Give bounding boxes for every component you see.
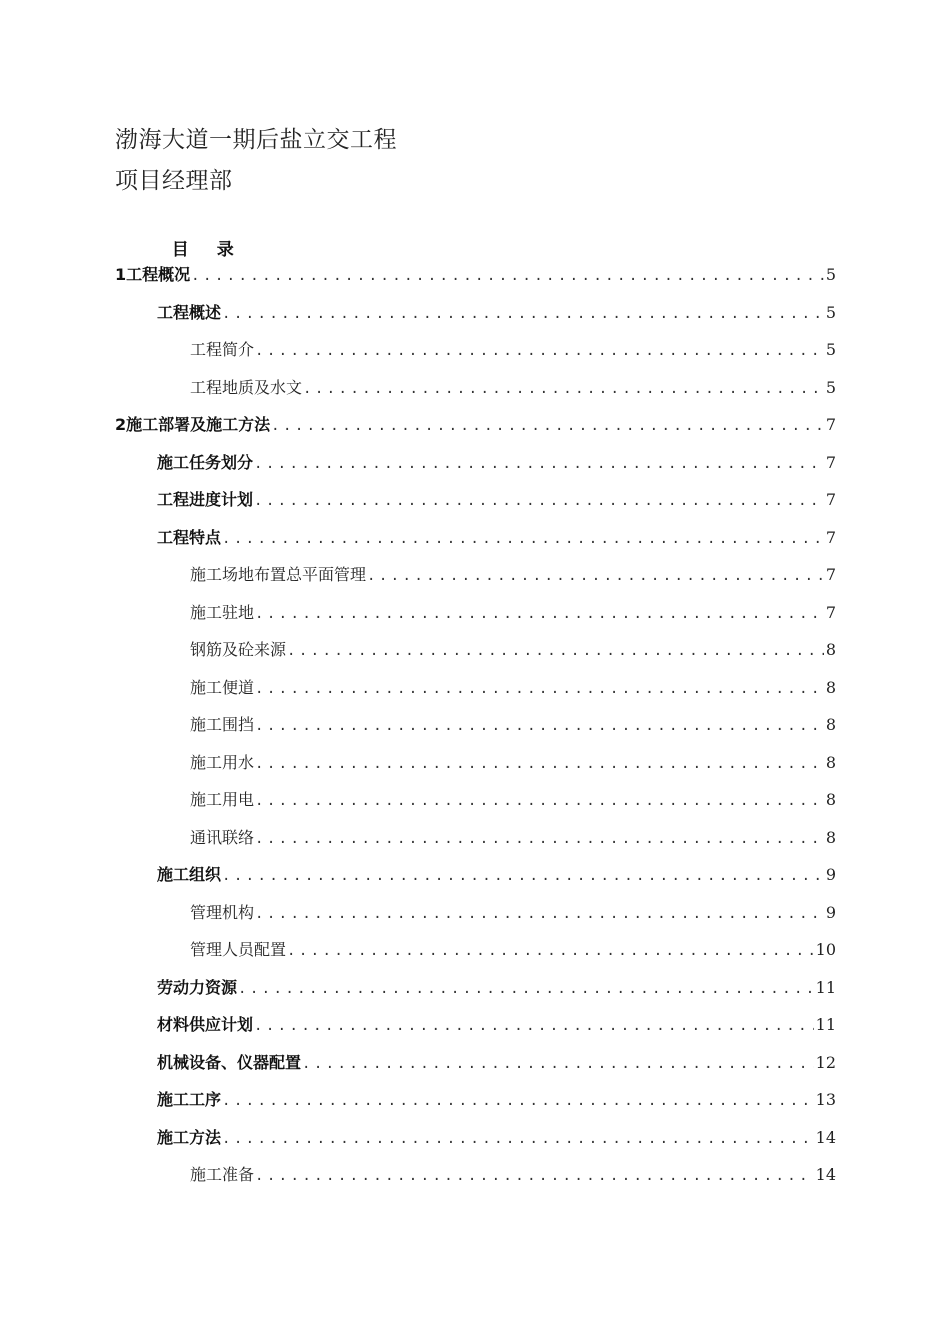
toc-entry-label: 管理机构 [190,902,255,922]
toc-dot-leader [255,788,824,814]
toc-dot-leader [367,563,824,589]
toc-entry-page-number: 14 [815,1165,836,1184]
toc-entry[interactable] [190,712,836,738]
toc-entry-label: 工程简介 [190,340,255,359]
toc-entry[interactable] [157,1012,836,1038]
project-title: 渤海大道一期后盐立交工程 [115,127,397,153]
toc-entry-page-number: 8 [825,715,836,734]
toc-dot-leader [222,863,824,889]
toc-entry-page-number: 14 [815,1127,836,1147]
toc-entry-page-number: 5 [825,265,836,284]
toc-entry-label: 施工用水 [190,752,255,772]
toc-dot-leader [255,1163,814,1189]
toc-entry[interactable] [157,300,836,326]
toc-entry-label: 工程特点 [157,527,222,547]
toc-heading-char-2: 录 [216,240,234,260]
toc-entry[interactable] [190,562,836,588]
toc-dot-leader [222,301,824,327]
toc-entry-label: 施工围挡 [190,715,255,734]
toc-entry-page-number: 5 [825,302,836,322]
toc-dot-leader [238,976,814,1002]
toc-entry-label: 施工方法 [157,1127,222,1147]
toc-entry-label: 工程进度计划 [157,490,254,509]
toc-entry[interactable] [157,862,836,888]
toc-entry-page-number: 9 [825,865,836,884]
toc-entry-page-number: 10 [815,940,836,959]
toc-entry-page-number: 7 [825,565,836,584]
toc-dot-leader [191,263,824,289]
toc-dot-leader [302,1051,814,1077]
toc-entry-page-number: 8 [825,790,836,809]
toc-entry-label: 工程概述 [157,302,222,322]
toc-entry-label: 施工准备 [190,1165,255,1184]
toc-entry-label: 施工工序 [157,1090,222,1109]
toc-entry-page-number: 7 [825,415,836,434]
toc-entry[interactable] [190,337,836,363]
toc-entry[interactable] [157,975,836,1001]
toc-heading-char-1: 目 [171,240,189,260]
toc-entry[interactable] [157,1050,836,1076]
toc-entry[interactable] [190,375,836,401]
toc-entry[interactable] [115,412,836,438]
toc-entry[interactable] [115,262,836,288]
toc-entry[interactable] [190,787,836,813]
toc-entry[interactable] [190,637,836,663]
toc-entry-label: 施工组织 [157,865,222,884]
toc-dot-leader [222,1088,814,1114]
toc-dot-leader [287,638,824,664]
toc-entry[interactable] [157,525,836,551]
toc-dot-leader [271,413,824,439]
toc-entry[interactable] [157,1087,836,1113]
toc-entry-label: 施工任务划分 [157,452,254,472]
toc-entry[interactable] [190,600,836,626]
toc-entry-page-number: 7 [825,602,836,622]
toc-entry[interactable] [190,750,836,776]
toc-entry[interactable] [190,825,836,851]
toc-entry[interactable] [190,675,836,701]
toc-entry-page-number: 5 [825,377,836,397]
toc-entry-number: 2 [115,415,127,434]
toc-entry-page-number: 5 [825,340,836,359]
toc-entry-number: 1 [115,265,127,284]
toc-entry-label: 工程地质及水文 [190,377,303,397]
toc-entry-label: 工程概况 [126,265,191,284]
toc-entry-label: 钢筋及砼来源 [190,640,287,659]
toc-dot-leader [255,601,824,627]
toc-entry-page-number: 11 [815,1015,836,1034]
department-title: 项目经理部 [115,168,233,194]
toc-dot-leader [255,826,824,852]
toc-entry[interactable] [157,450,836,476]
toc-entry-label: 施工用电 [190,790,255,809]
toc-dot-leader [287,938,814,964]
toc-entry-label: 劳动力资源 [157,977,238,997]
toc-dot-leader [303,376,824,402]
toc-entry-label: 施工驻地 [190,602,255,622]
toc-entry-label: 管理人员配置 [190,940,287,959]
toc-entry[interactable] [157,487,836,513]
toc-dot-leader [254,1013,814,1039]
toc-entry-label: 施工场地布置总平面管理 [190,565,367,584]
toc-entry-page-number: 8 [825,827,836,847]
toc-entry-page-number: 8 [825,752,836,772]
toc-dot-leader [254,451,824,477]
toc-entry[interactable] [157,1125,836,1151]
toc-entry[interactable] [190,937,836,963]
toc-entry-page-number: 7 [825,527,836,547]
toc-entry[interactable] [190,1162,836,1188]
toc-dot-leader [255,901,824,927]
toc-entry-label: 材料供应计划 [157,1015,254,1034]
toc-entry-page-number: 7 [825,490,836,509]
toc-entry-page-number: 9 [825,902,836,922]
toc-entry-page-number: 8 [825,640,836,659]
toc-dot-leader [222,1126,814,1152]
toc-entry-page-number: 12 [815,1052,836,1072]
toc-dot-leader [255,713,824,739]
toc-dot-leader [255,676,824,702]
toc-entry[interactable] [190,900,836,926]
toc-entry-page-number: 13 [815,1090,836,1109]
toc-entry-label: 施工部署及施工方法 [126,415,271,434]
toc-dot-leader [255,338,824,364]
toc-entry-label: 施工便道 [190,677,255,697]
toc-entry-page-number: 8 [825,677,836,697]
toc-entry-page-number: 7 [825,452,836,472]
toc-dot-leader [255,751,824,777]
toc-entry-label: 机械设备、仪器配置 [157,1052,302,1072]
toc-entry-label: 通讯联络 [190,827,255,847]
toc-dot-leader [254,488,824,514]
toc-entry-page-number: 11 [815,977,836,997]
toc-dot-leader [222,526,824,552]
